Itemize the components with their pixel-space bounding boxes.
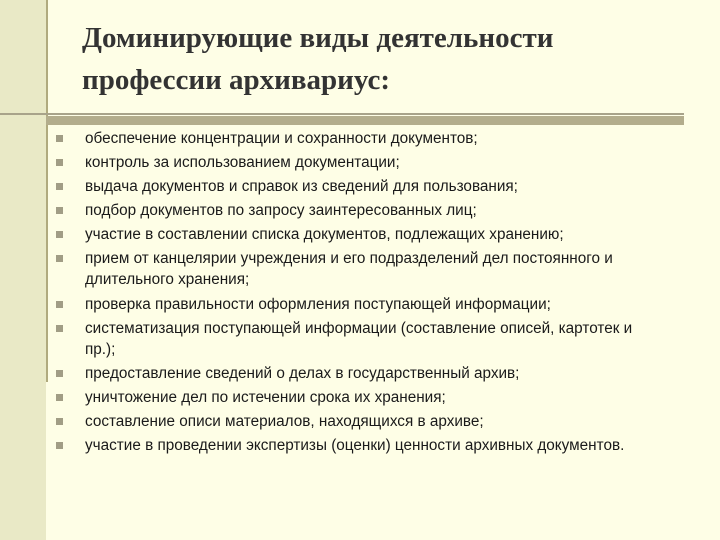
title-line-2: профессии архивариус: xyxy=(82,64,391,96)
list-item xyxy=(56,224,666,245)
list-item-text: систематизация поступающей информации (составление описей, картотек и пр.); xyxy=(85,319,633,358)
square-bullet-icon xyxy=(56,183,63,190)
list-item xyxy=(56,200,666,221)
list-item xyxy=(56,294,666,315)
list-item-text: выдача документов и справок из сведений для пользования; xyxy=(85,178,518,196)
list-item xyxy=(56,248,666,290)
list-item-text: уничтожение дел по истечении срока их хранения; xyxy=(85,388,446,406)
list-item xyxy=(56,435,666,456)
square-bullet-icon xyxy=(56,301,63,308)
square-bullet-icon xyxy=(56,159,63,166)
list-item xyxy=(56,318,666,360)
square-bullet-icon xyxy=(56,231,63,238)
square-bullet-icon xyxy=(56,394,63,401)
list-item-text: прием от канцелярии учреждения и его подразделений дел постоянного и длительного хранения; xyxy=(85,250,613,289)
title-underline-thin xyxy=(0,113,684,115)
list-item-text: участие в проведении экспертизы (оценки) ценности архивных документов. xyxy=(85,437,625,455)
left-decorative-bar xyxy=(0,0,46,540)
list-item xyxy=(56,128,666,149)
activity-list xyxy=(56,128,666,459)
list-item-text: контроль за использованием документации; xyxy=(85,154,400,172)
slide-title xyxy=(82,17,682,101)
title-line-1: Доминирующие виды деятельности xyxy=(82,22,554,54)
square-bullet-icon xyxy=(56,207,63,214)
list-item xyxy=(56,411,666,432)
list-item-text: проверка правильности оформления поступающей информации; xyxy=(85,295,551,313)
square-bullet-icon xyxy=(56,418,63,425)
list-item xyxy=(56,363,666,384)
list-item-text: составление описи материалов, находящихся в архиве; xyxy=(85,412,484,430)
list-item xyxy=(56,176,666,197)
square-bullet-icon xyxy=(56,370,63,377)
list-item xyxy=(56,387,666,408)
list-item-text: подбор документов по запросу заинтересованных лиц; xyxy=(85,202,477,220)
square-bullet-icon xyxy=(56,325,63,332)
list-item-text: участие в составлении списка документов, подлежащих хранению; xyxy=(85,226,564,244)
list-item xyxy=(56,152,666,173)
list-item-text: обеспечение концентрации и сохранности документов; xyxy=(85,130,478,147)
square-bullet-icon xyxy=(56,255,63,262)
square-bullet-icon xyxy=(56,442,63,449)
list-item-text: предоставление сведений о делах в государственный архив; xyxy=(85,364,520,382)
vertical-divider xyxy=(46,0,48,382)
title-underline-thick xyxy=(46,116,684,125)
square-bullet-icon xyxy=(56,135,63,142)
